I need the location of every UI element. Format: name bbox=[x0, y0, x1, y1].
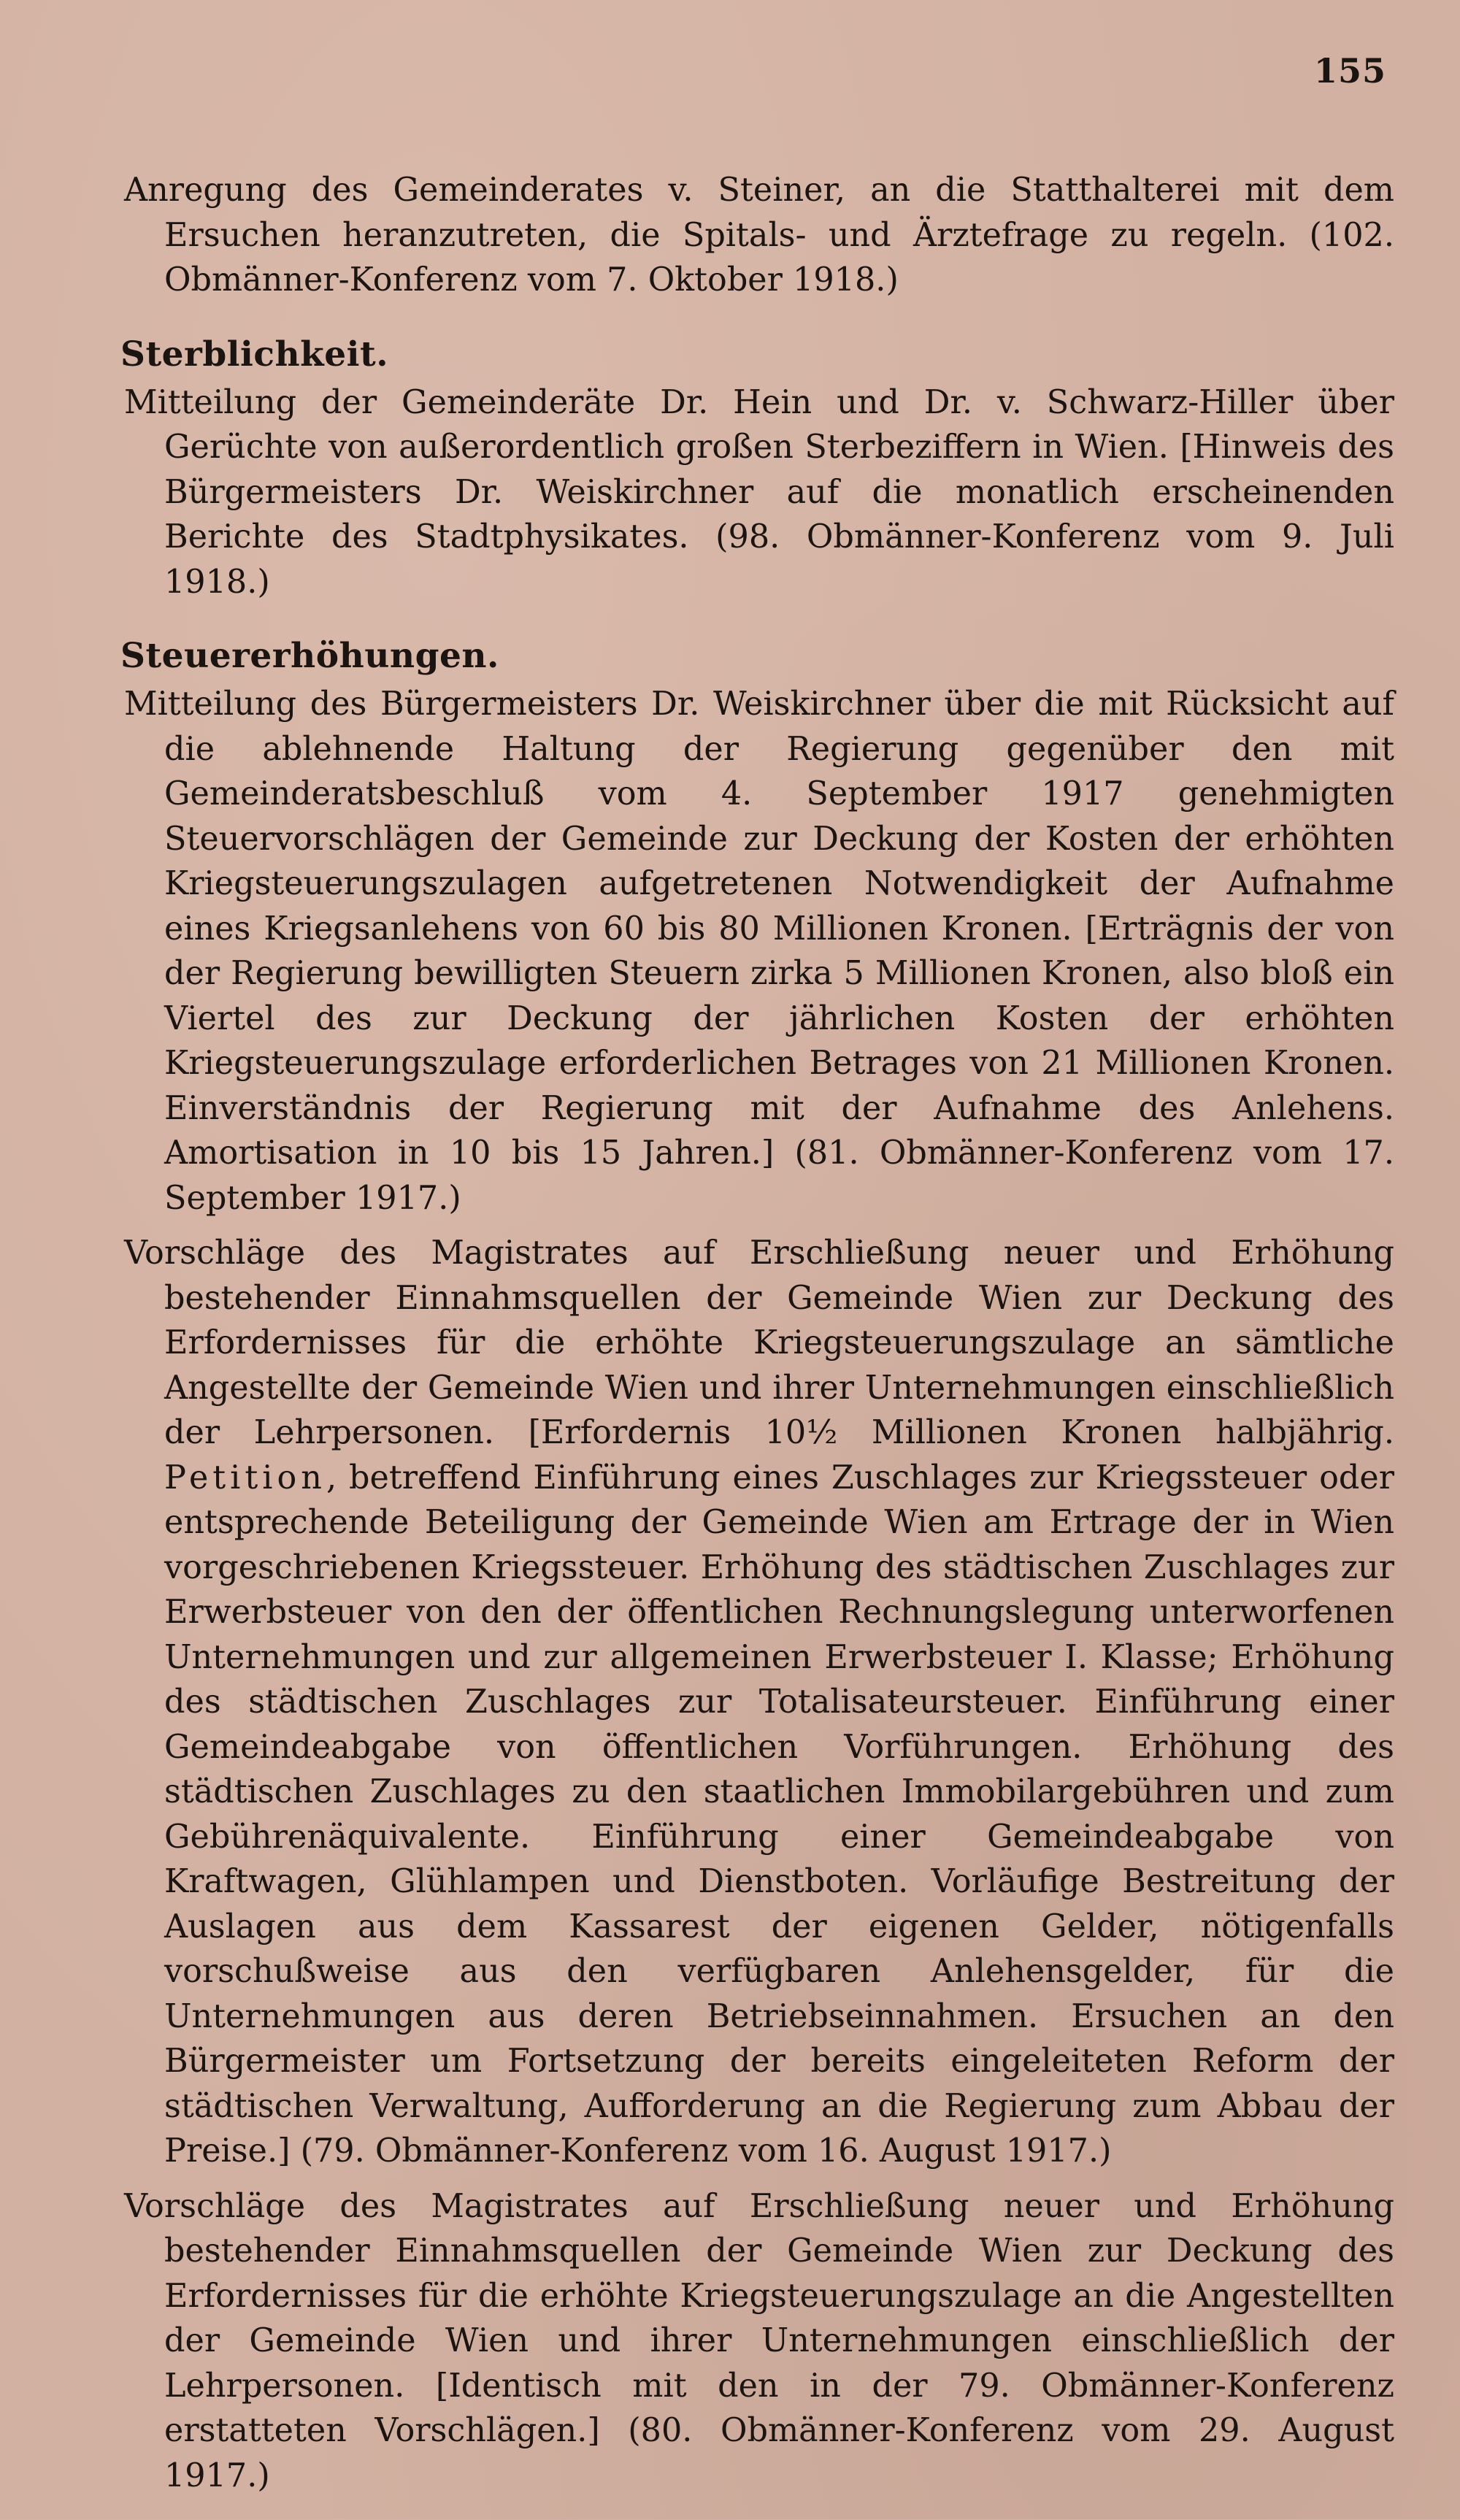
page-number: 155 bbox=[1314, 51, 1387, 91]
index-entry: Mitteilung des Bürgermeisters Dr. Weiskirchner über die mit Rücksicht auf die ablehnende Haltung der Regierung gegenüber den mit Gemeinderatsbeschluß vom 4. September 1917 genehmigten Steuervorschlägen der Gemeinde zur Deckung der Kosten der erhöhten Kriegsteuerungszulagen aufgetretenen Notwendigkeit der Aufnahme eines Kriegsanlehens von 60 bis 80 Millionen Kronen. [Erträgnis der von der Regierung bewilligten Steuern zirka 5 Millionen Kronen, also bloß ein Viertel des zur Deckung der jährlichen Kosten der erhöhten Kriegsteuerungszulage erforderlichen Betrages von 21 Millionen Kronen. Einverständnis der Regierung mit der Aufnahme des Anlehens. Amortisation in 10 bis 15 Jahren.] (81. Obmänner-Konferenz vom 17. September 1917.) bbox=[124, 685, 1394, 1217]
index-entry: Vorschläge des Magistrates auf Erschließung neuer und Erhöhung bestehender Einnahmsquellen der Gemeinde Wien zur Deckung des Erfordernisses für die erhöhte Kriegsteuerungszulage an die Angestellten der Gemeinde Wien und ihrer Unternehmungen einschließlich der Lehrpersonen. [Identisch mit den in der 79. Obmänner-Konferenz erstatteten Vorschlägen.] (80. Obmänner-Konferenz vom 29. August 1917.) bbox=[124, 2187, 1394, 2494]
section-heading: Steuererhöhungen. bbox=[120, 636, 499, 676]
section-sterblichkeit bbox=[120, 332, 1394, 605]
petition-word: Petition bbox=[164, 1459, 326, 1497]
section-heading: Sterblichkeit. bbox=[120, 334, 389, 374]
section-steuererhoehungen bbox=[120, 634, 1394, 2498]
index-entry: Anregung des Gemeinderates v. Steiner, an die Statthalterei mit dem Ersuchen heranzutreten, die Spitals- und Ärztefrage zu regeln. (102. Obmänner-Konferenz vom 7. Oktober 1918.) bbox=[124, 172, 1394, 299]
index-entry: Mitteilung der Gemeinderäte Dr. Hein und Dr. v. Schwarz-Hiller über Gerüchte von außerordentlich großen Sterbeziffern in Wien. [Hinweis des Bürgermeisters Dr. Weiskirchner auf die monatlich erscheinenden Berichte des Stadtphysikates. (98. Obmänner-Konferenz vom 9. Juli 1918.) bbox=[124, 383, 1394, 601]
entry-text: Vorschläge des Magistrates auf Erschließung neuer und Erhöhung bestehender Einnahmsquellen der Gemeinde Wien zur Deckung des Erfordernisses für die erhöhte Kriegsteuerungszulage an sämtliche Angestellte der Gemeinde Wien und ihrer Unternehmungen einschließlich der Lehrpersonen. [Erfordernis 10½ Millionen Kronen halbjährig. bbox=[124, 1234, 1394, 1451]
index-content bbox=[120, 168, 1394, 2520]
index-entry bbox=[120, 1231, 1394, 2174]
entry-text-continued: , betreffend Einführung eines Zuschlages zur Kriegssteuer oder entsprechende Beteiligung der Gemeinde Wien am Ertrage der in Wien vorgeschriebenen Kriegssteuer. Erhöhung des städtischen Zuschlages zur Erwerbsteuer von den der öffentlichen Rechnungslegung unterworfenen Unternehmungen und zur allgemeinen Erwerbsteuer I. Klasse; Erhöhung des städtischen Zuschlages zur Totalisateursteuer. Einführung einer Gemeindeabgabe von öffentlichen Vorführungen. Erhöhung des städtischen Zuschlages zu den staatlichen Immobilargebühren und zum Gebührenäquivalente. Einführung einer Gemeindeabgabe von Kraftwagen, Glühlampen und Dienstboten. Vorläufige Bestreitung der Auslagen aus dem Kassarest der eigenen Gelder, nötigenfalls vorschußweise aus den verfügbaren Anlehensgelder, für die Unternehmungen aus deren Betriebseinnahmen. Ersuchen an den Bürgermeister um Fortsetzung der bereits eingeleiteten Reform der städtischen Verwaltung, Aufforderung an die Regierung zum Abbau der Preise.] (79. Obmänner-Konferenz vom 16. August 1917.) bbox=[164, 1459, 1394, 2170]
